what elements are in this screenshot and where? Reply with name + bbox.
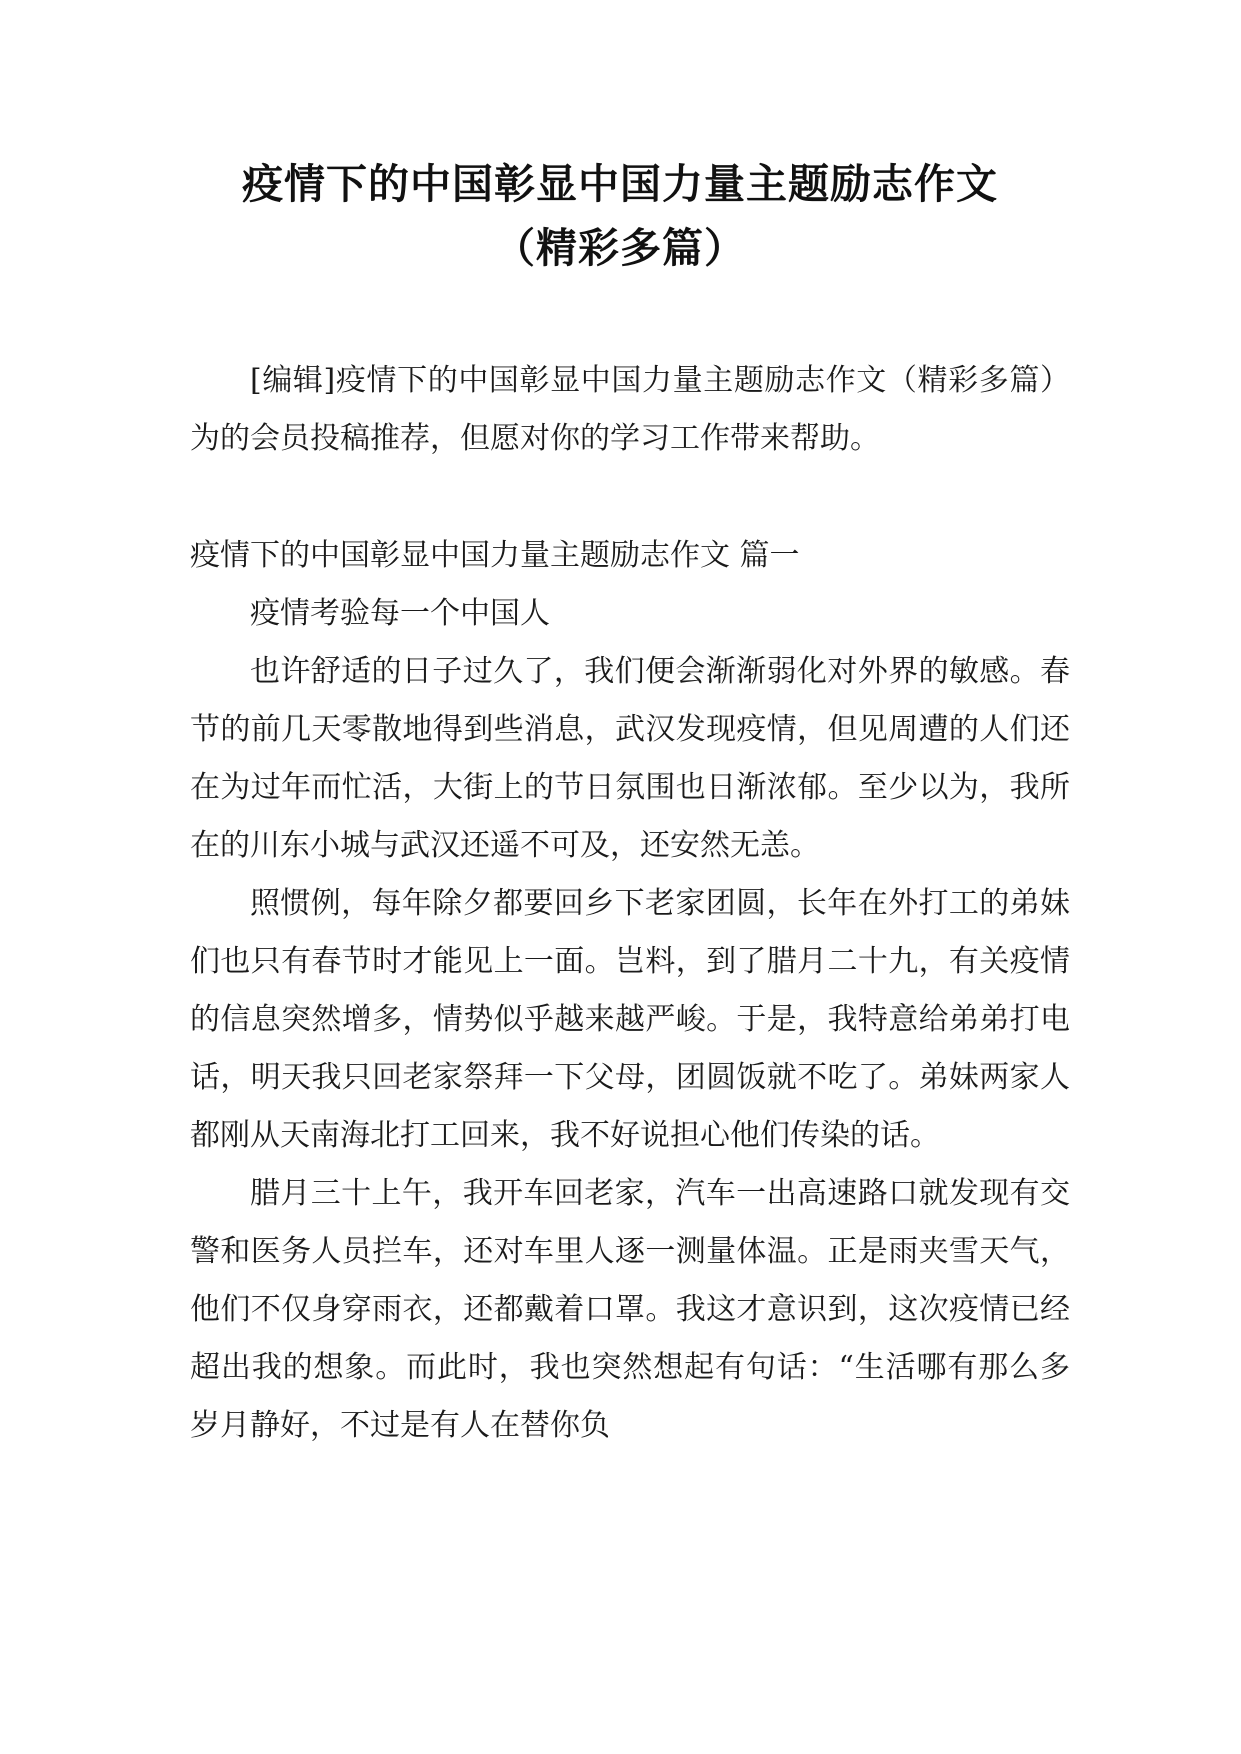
intro-paragraph: [编辑]疫情下的中国彰显中国力量主题励志作文（精彩多篇）为的会员投稿推荐，但愿对你的学习工作带来帮助。 <box>190 363 1070 456</box>
article-body <box>190 585 1070 1455</box>
paragraph-2: 照惯例，每年除夕都要回乡下老家团圆，长年在外打工的弟妹们也只有春节时才能见上一面。岂料，到了腊月二十九，有关疫情的信息突然增多，情势似乎越来越严峻。于是，我特意给弟弟打电话，明天我只回老家祭拜一下父母，团圆饭就不吃了。弟妹两家人都刚从天南海北打工回来，我不好说担心他们传染的话。 <box>190 886 1070 1153</box>
paragraph-3: 腊月三十上午，我开车回老家，汽车一出高速路口就发现有交警和医务人员拦车，还对车里人逐一测量体温。正是雨夹雪天气，他们不仅身穿雨衣，还都戴着口罩。我这才意识到，这次疫情已经超出我的想象。而此时，我也突然想起有句话：“生活哪有那么多岁月静好，不过是有人在替你负 <box>190 1176 1070 1443</box>
paragraph-1: 也许舒适的日子过久了，我们便会渐渐弱化对外界的敏感。春节的前几天零散地得到些消息，武汉发现疫情，但见周遭的人们还在为过年而忙活，大街上的节日氛围也日渐浓郁。至少以为，我所在的川东小城与武汉还遥不可及，还安然无恙。 <box>190 654 1070 863</box>
intro-block <box>190 352 1070 468</box>
section-heading: 疫情下的中国彰显中国力量主题励志作文 篇一 <box>190 538 800 573</box>
document-title-line1: 疫情下的中国彰显中国力量主题励志作文 <box>242 160 998 208</box>
article-title: 疫情考验每一个中国人 <box>250 596 550 631</box>
document-title-line2: （精彩多篇） <box>494 224 746 272</box>
